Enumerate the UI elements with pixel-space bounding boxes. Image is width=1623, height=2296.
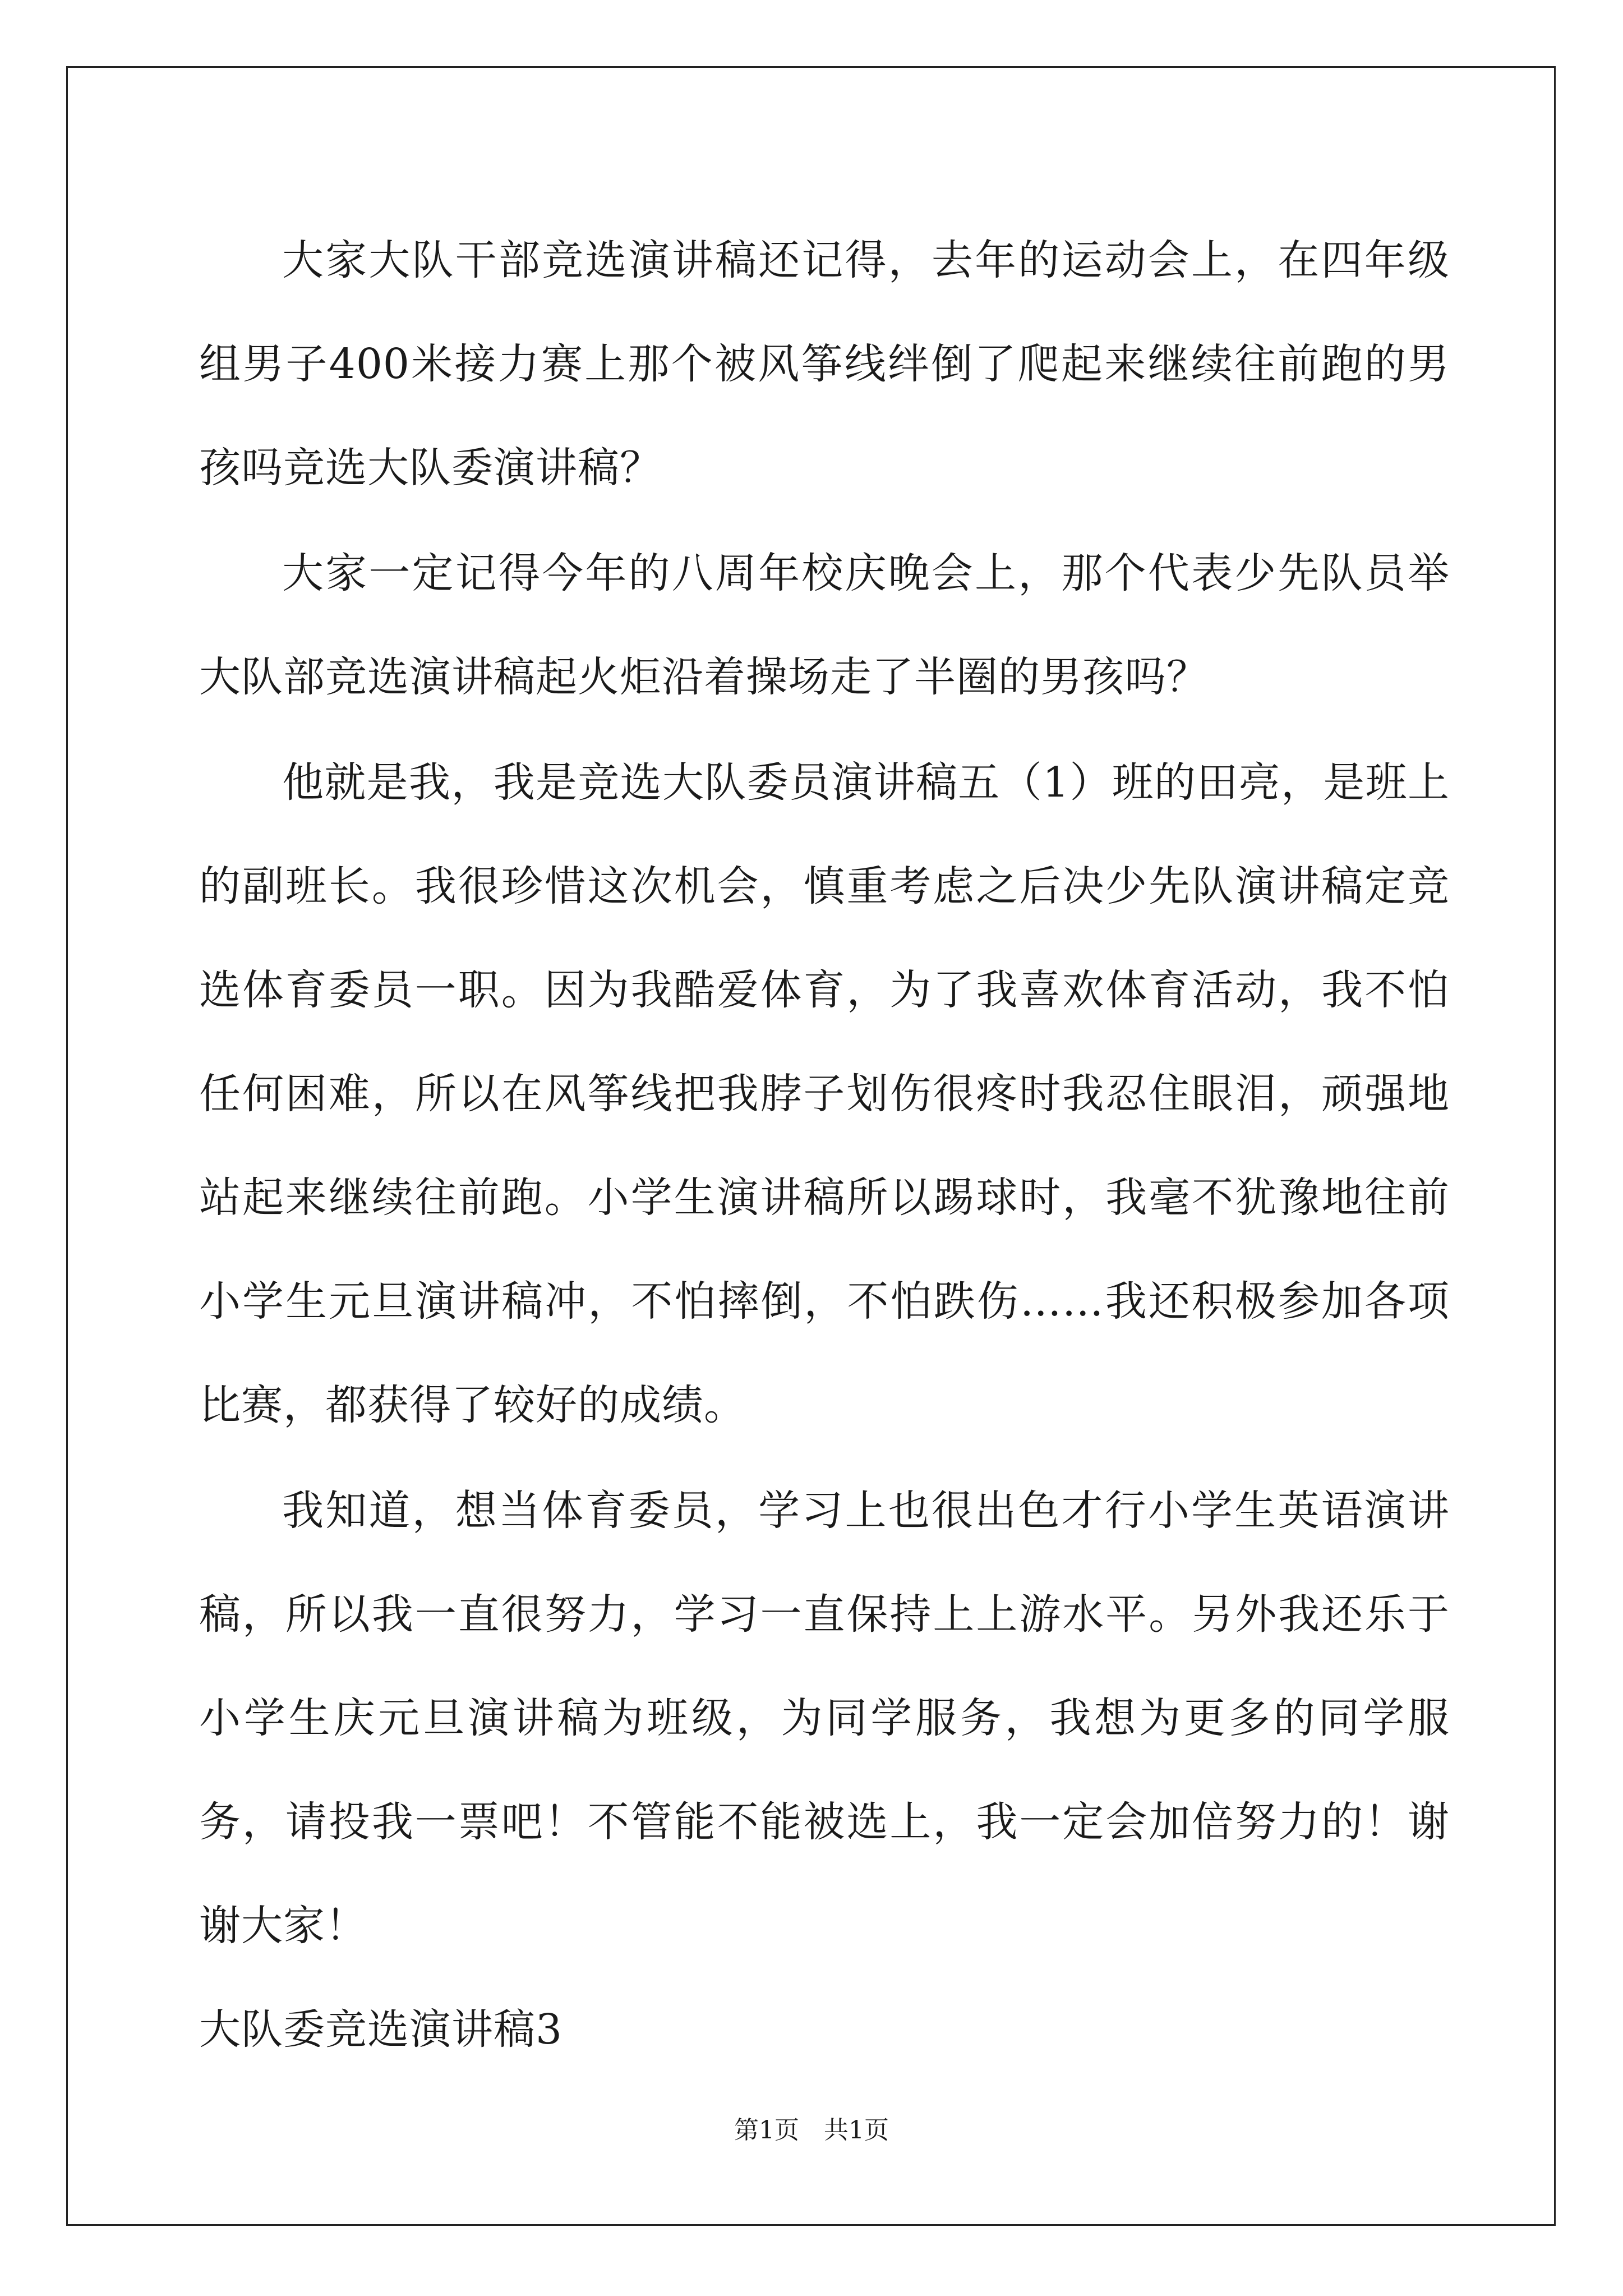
page-footer: 第1页 共1页 xyxy=(734,2116,889,2145)
paragraph-4: 我知道，想当体育委员，学习上也很出色才行小学生英语演讲稿，所以我一直很努力，学习一直保持上上游水平。另外我还乐于小学生庆元旦演讲稿为班级，为同学服务，我想为更多的同学服务，请投我一票吧！不管能不能被选上，我一定会加倍努力的！谢谢大家！ xyxy=(199,1487,1450,1950)
paragraph-3: 他就是我，我是竞选大队委员演讲稿五（1）班的田亮，是班上的副班长。我很珍惜这次机会，慎重考虑之后决少先队演讲稿定竞选体育委员一职。因为我酷爱体育，为了我喜欢体育活动，我不怕任何困难，所以在风筝线把我脖子划伤很疼时我忍住眼泪，顽强地站起来继续往前跑。小学生演讲稿所以踢球时，我毫不犹豫地往前小学生元旦演讲稿冲，不怕摔倒，不怕跌伤……我还积极参加各项比赛，都获得了较好的成绩。 xyxy=(199,758,1450,1429)
section-heading: 大队委竞选演讲稿3 xyxy=(199,2005,563,2054)
paragraph-1: 大家大队干部竞选演讲稿还记得，去年的运动会上，在四年级组男子400米接力赛上那个被风筝线绊倒了爬起来继续往前跑的男孩吗竞选大队委演讲稿？ xyxy=(199,236,1450,492)
document-body xyxy=(199,209,1450,2082)
paragraph-2: 大家一定记得今年的八周年校庆晚会上，那个代表少先队员举大队部竞选演讲稿起火炬沿着操场走了半圈的男孩吗？ xyxy=(199,549,1450,701)
